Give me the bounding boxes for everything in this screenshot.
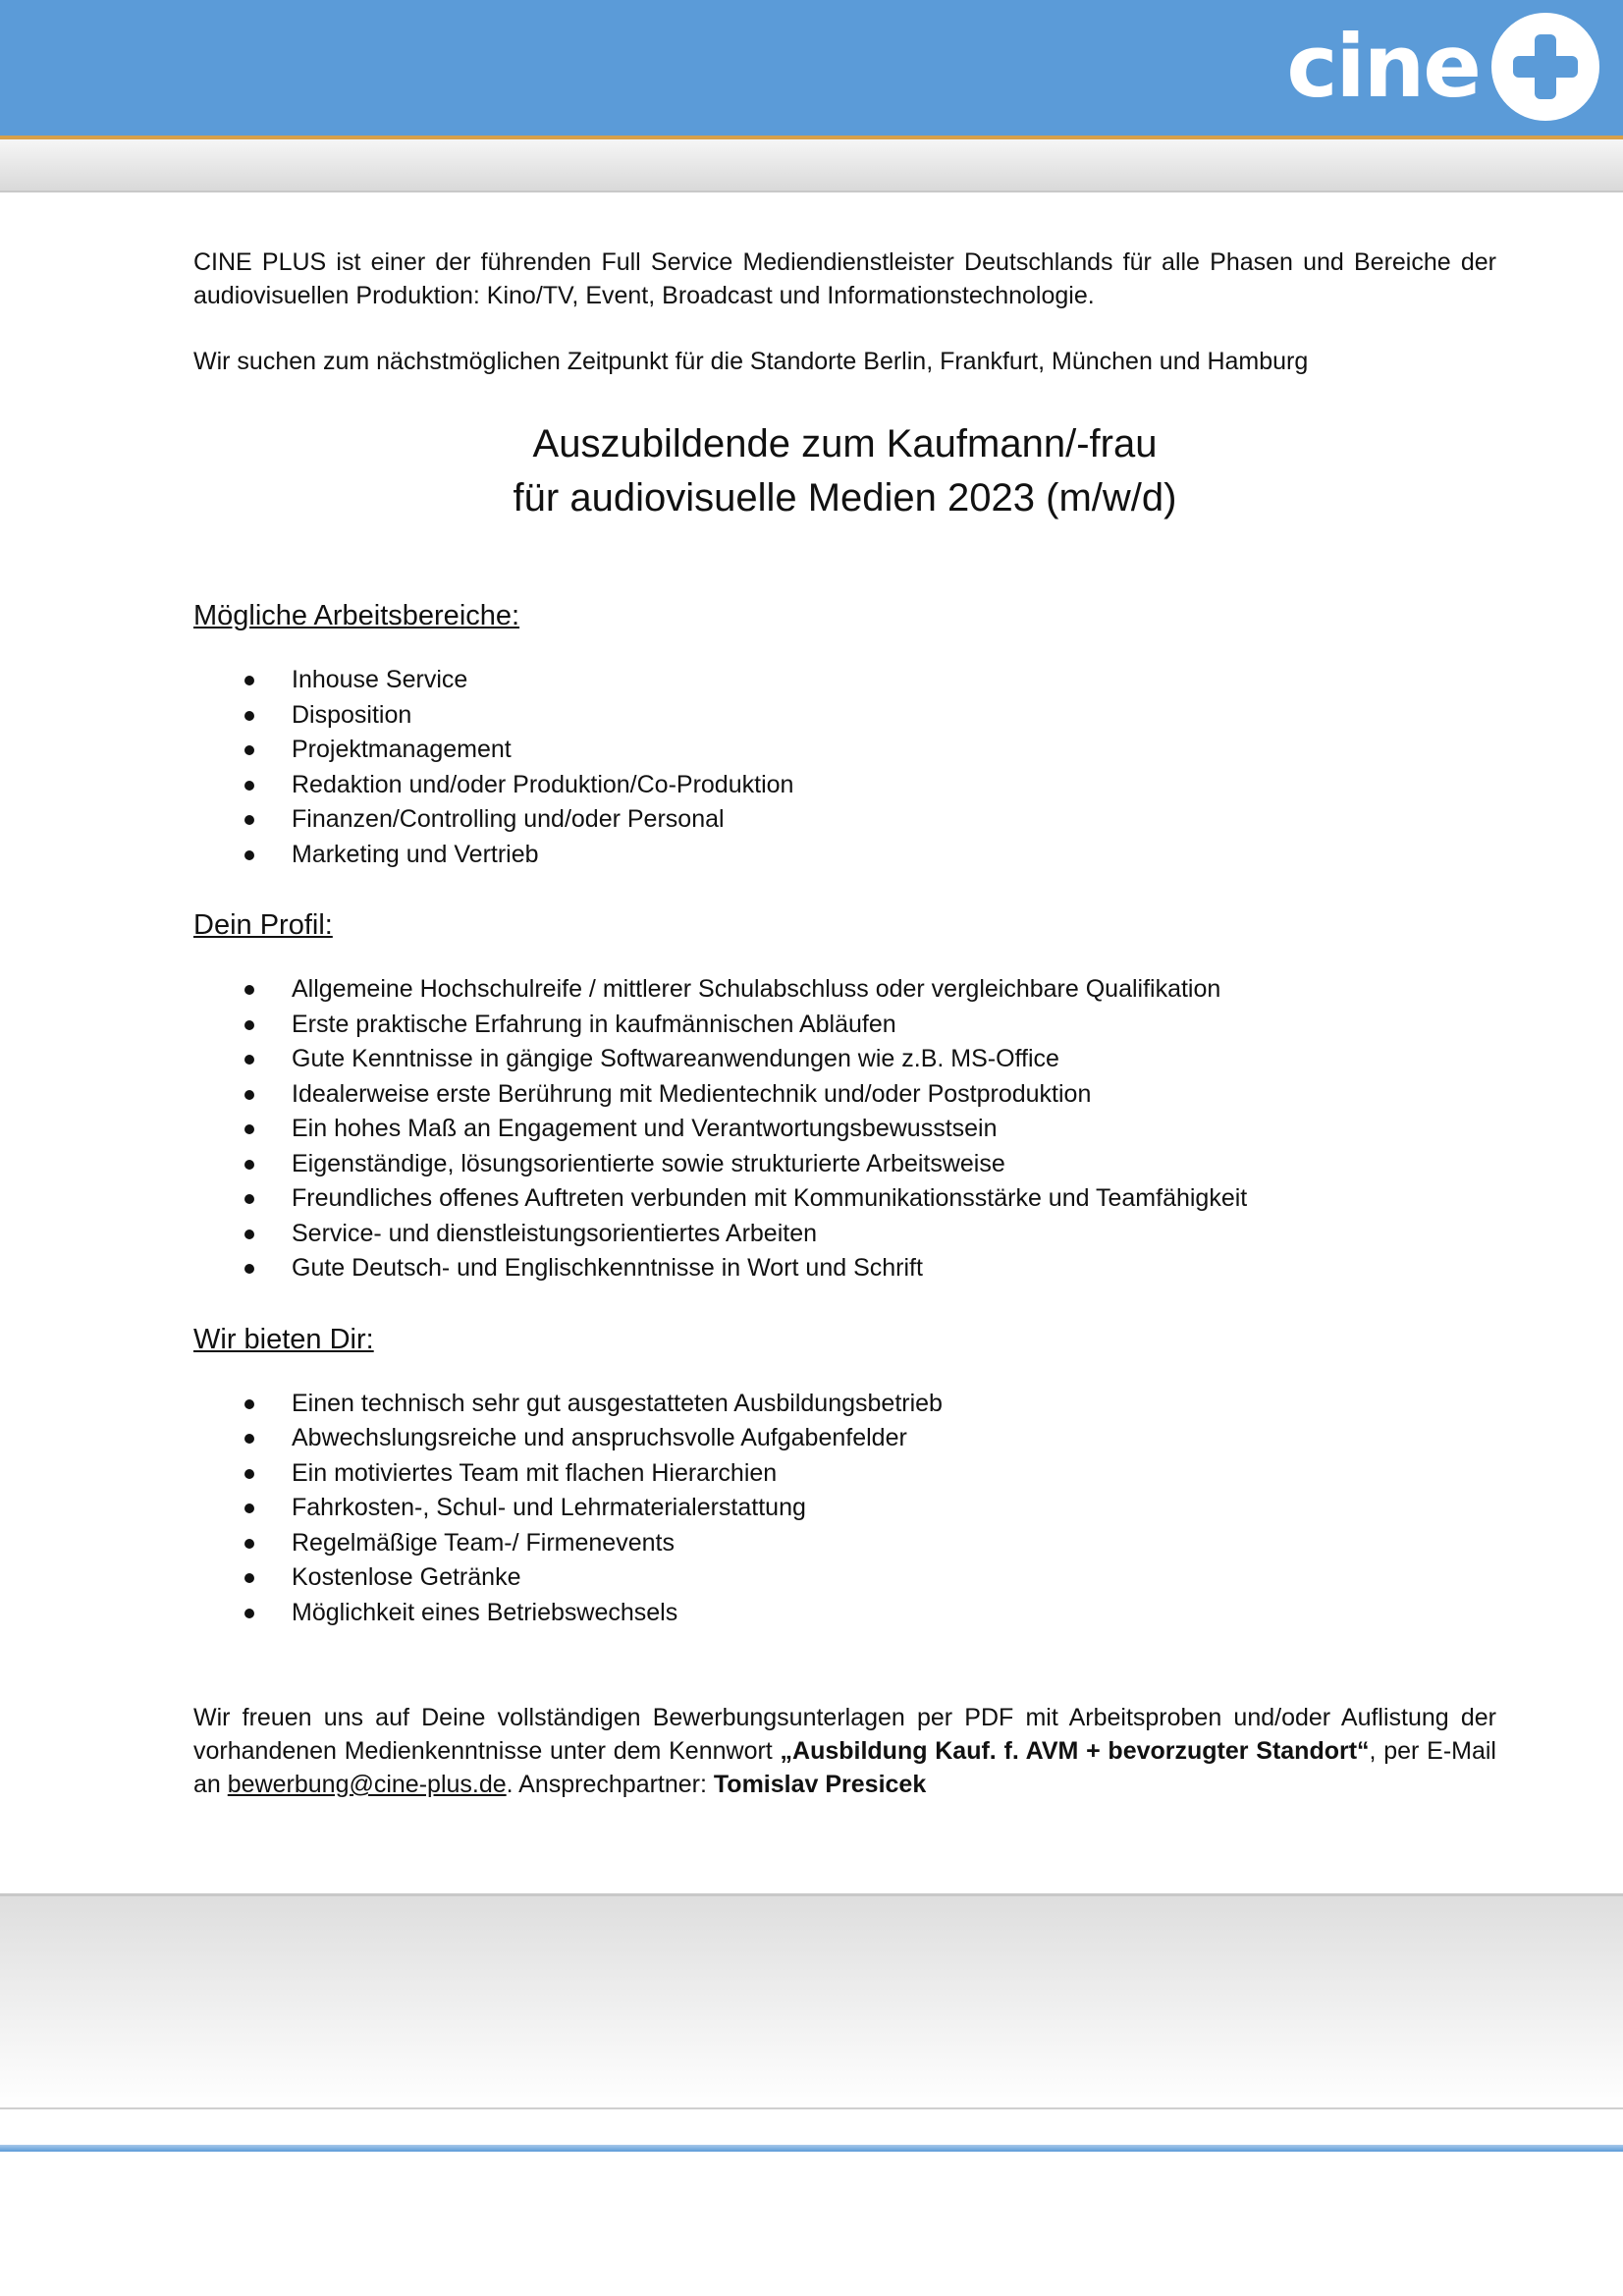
location-paragraph: Wir suchen zum nächstmöglichen Zeitpunkt für die Standorte Berlin, Frankfurt, München und Hamburg	[193, 348, 1309, 375]
header-band	[0, 0, 1623, 136]
document-body	[193, 246, 1496, 1801]
plus-icon	[1491, 13, 1599, 121]
list-item: Kostenlose Getränke	[193, 1560, 1496, 1596]
list-item: Freundliches offenes Auftreten verbunden mit Kommunikationsstärke und Teamfähigkeit	[193, 1181, 1496, 1217]
application-keyword: „Ausbildung Kauf. f. AVM + bevorzugter Standort“	[780, 1737, 1370, 1765]
list-item: Ein hohes Maß an Engagement und Verantwortungsbewusstsein	[193, 1112, 1496, 1147]
section-heading-profil: Dein Profil:	[193, 909, 333, 941]
list-item: Abwechslungsreiche und anspruchsvolle Aufgabenfelder	[193, 1421, 1496, 1456]
list-item: Service- und dienstleistungsorientiertes Arbeiten	[193, 1217, 1496, 1252]
footer-divider	[0, 2107, 1623, 2109]
list-item: Regelmäßige Team-/ Firmenevents	[193, 1526, 1496, 1561]
list-item: Eigenständige, lösungsorientierte sowie strukturierte Arbeitsweise	[193, 1147, 1496, 1182]
list-item: Gute Kenntnisse in gängige Softwareanwendungen wie z.B. MS-Office	[193, 1042, 1496, 1077]
list-item: Möglichkeit eines Betriebswechsels	[193, 1596, 1496, 1631]
list-item: Disposition	[193, 698, 1496, 734]
outro-text: , per E-Mail an	[193, 1737, 1496, 1798]
job-title	[193, 417, 1496, 525]
list-item: Finanzen/Controlling und/oder Personal	[193, 802, 1496, 838]
job-title-line2: für audiovisuelle Medien 2023 (m/w/d)	[513, 476, 1177, 519]
list-item: Gute Deutsch- und Englischkenntnisse in Wort und Schrift	[193, 1251, 1496, 1286]
section-heading-arbeitsbereiche: Mögliche Arbeitsbereiche:	[193, 600, 520, 631]
section-heading-angebot: Wir bieten Dir:	[193, 1323, 374, 1355]
email-link[interactable]: bewerbung@cine-plus.de	[227, 1771, 507, 1798]
header-gradient-band	[0, 139, 1623, 192]
list-item: Fahrkosten-, Schul- und Lehrmaterialerstattung	[193, 1491, 1496, 1526]
outro-text: Wir freuen uns auf Deine vollständigen Bewerbungsunterlagen per PDF mit Arbeitsproben und/oder Auflistung der vorhandenen Medienkenntnisse unter dem Kennwort	[193, 1704, 1496, 1765]
footer-blue-line	[0, 2145, 1623, 2152]
list-item: Erste praktische Erfahrung in kaufmännischen Abläufen	[193, 1008, 1496, 1043]
list-angebot	[193, 1387, 1496, 1631]
list-item: Ein motiviertes Team mit flachen Hierarchien	[193, 1456, 1496, 1492]
list-item: Einen technisch sehr gut ausgestatteten Ausbildungsbetrieb	[193, 1387, 1496, 1422]
contact-person: Tomislav Presicek	[713, 1771, 927, 1798]
list-item: Redaktion und/oder Produktion/Co-Produktion	[193, 768, 1496, 803]
outro-text: . Ansprechpartner:	[506, 1771, 714, 1798]
list-item: Inhouse Service	[193, 663, 1496, 698]
job-title-line1: Auszubildende zum Kaufmann/-frau	[532, 422, 1158, 465]
logo-text: cine	[1286, 15, 1480, 117]
list-item: Marketing und Vertrieb	[193, 838, 1496, 873]
cine-plus-logo	[1286, 10, 1599, 123]
intro-paragraph: CINE PLUS ist einer der führenden Full Service Mediendienstleister Deutschlands für alle Phasen und Bereiche der audiovisuellen Produktion: Kino/TV, Event, Broadcast und Informationstechnologie.	[193, 248, 1496, 309]
application-paragraph	[193, 1701, 1496, 1801]
list-item: Projektmanagement	[193, 733, 1496, 768]
list-item: Allgemeine Hochschulreife / mittlerer Schulabschluss oder vergleichbare Qualifikation	[193, 972, 1496, 1008]
list-arbeitsbereiche	[193, 663, 1496, 872]
footer-gradient-band	[0, 1896, 1623, 2107]
list-profil	[193, 972, 1496, 1286]
list-item: Idealerweise erste Berührung mit Medientechnik und/oder Postproduktion	[193, 1077, 1496, 1113]
